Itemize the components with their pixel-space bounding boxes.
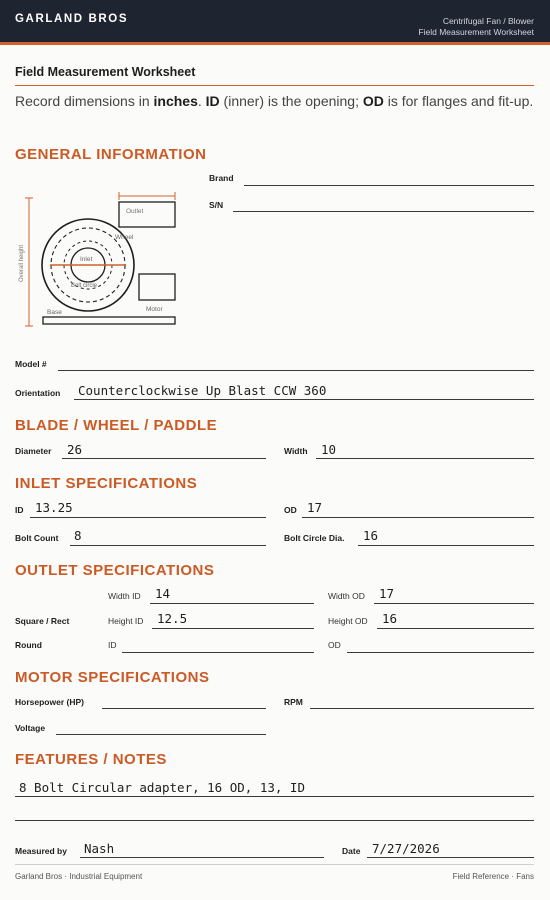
header-subtitle-line2: Field Measurement Worksheet xyxy=(418,27,534,37)
section-features-heading: FEATURES / NOTES xyxy=(15,751,167,768)
title-divider xyxy=(15,85,534,86)
section-inlet-heading: INLET SPECIFICATIONS xyxy=(15,475,198,492)
model-label: Model # xyxy=(15,359,47,369)
diameter-label: Diameter xyxy=(15,446,52,456)
inlet-id-label: ID xyxy=(15,505,24,515)
section-blade-heading: BLADE / WHEEL / PADDLE xyxy=(15,417,218,434)
base-rect xyxy=(43,317,175,324)
overall-height-label: Overall height xyxy=(19,244,25,282)
page-title: Field Measurement Worksheet xyxy=(15,65,196,79)
inlet-id-value: 13.25 xyxy=(35,500,73,515)
horsepower-field[interactable] xyxy=(102,708,266,709)
round-od-field[interactable] xyxy=(347,652,534,653)
intro-part3: (inner) is the opening; xyxy=(219,93,363,109)
date-value: 7/27/2026 xyxy=(372,841,440,856)
fan-diagram xyxy=(15,190,185,330)
footer-left: Garland Bros · Industrial Equipment xyxy=(15,872,143,881)
notes-line-1[interactable] xyxy=(15,796,534,797)
height-id-value: 12.5 xyxy=(157,611,188,626)
measured-by-label: Measured by xyxy=(15,846,67,856)
brand-field[interactable] xyxy=(244,185,534,186)
notes-value-1: 8 Bolt Circular adapter, 16 OD, 13, ID xyxy=(19,780,305,795)
height-od-label: Height OD xyxy=(328,616,368,626)
header-bar xyxy=(0,0,550,45)
diameter-value: 26 xyxy=(67,442,83,457)
round-id-field[interactable] xyxy=(122,652,314,653)
height-id-label: Height ID xyxy=(108,616,144,626)
notes-line-2[interactable] xyxy=(15,820,534,821)
intro-text xyxy=(15,91,537,111)
measured-by-field[interactable] xyxy=(80,857,324,858)
section-motor-heading: MOTOR SPECIFICATIONS xyxy=(15,669,210,686)
width-id-label: Width ID xyxy=(108,591,141,601)
header-subtitle-line1: Centrifugal Fan / Blower xyxy=(442,16,534,26)
rpm-field[interactable] xyxy=(310,708,534,709)
model-field[interactable] xyxy=(58,370,534,371)
round-label: Round xyxy=(15,640,42,650)
intro-id: ID xyxy=(205,93,220,109)
bolt-circle-value: 16 xyxy=(363,528,379,543)
width-field[interactable] xyxy=(316,458,534,459)
bolt-circle-label: Bolt Circle Dia. xyxy=(284,533,345,543)
width-label: Width xyxy=(284,446,308,456)
orientation-label: Orientation xyxy=(15,388,61,398)
width-od-field[interactable] xyxy=(374,603,534,604)
round-id-label: ID xyxy=(108,640,117,650)
intro-part4: is for flanges and fit-up. xyxy=(383,93,534,109)
inlet-od-label: OD xyxy=(284,505,297,515)
measured-by-value: Nash xyxy=(84,841,115,856)
height-id-field[interactable] xyxy=(152,628,314,629)
width-id-field[interactable] xyxy=(150,603,314,604)
sn-label: S/N xyxy=(209,200,224,210)
intro-inches: inches xyxy=(153,93,198,109)
width-value: 10 xyxy=(321,442,337,457)
inlet-diagram-label: Inlet xyxy=(80,256,93,263)
round-od-label: OD xyxy=(328,640,341,650)
width-id-value: 14 xyxy=(155,586,171,601)
base-diagram-label: Base xyxy=(47,309,62,316)
wheel-diagram-label: Wheel xyxy=(115,234,134,241)
voltage-label: Voltage xyxy=(15,723,46,733)
intro-part1: Record dimensions in xyxy=(15,93,154,109)
height-od-field[interactable] xyxy=(377,628,534,629)
bolt-count-field[interactable] xyxy=(70,545,266,546)
motor-diagram-label: Motor xyxy=(146,306,163,313)
brand-name: GARLAND BROS xyxy=(15,13,129,25)
orientation-value: Counterclockwise Up Blast CCW 360 xyxy=(78,383,327,398)
bolt-count-label: Bolt Count xyxy=(15,533,59,543)
date-label: Date xyxy=(342,846,361,856)
bolt-circle-field[interactable] xyxy=(358,545,534,546)
section-outlet-heading: OUTLET SPECIFICATIONS xyxy=(15,562,215,579)
bolt-count-value: 8 xyxy=(74,528,82,543)
diameter-field[interactable] xyxy=(62,458,266,459)
width-od-label: Width OD xyxy=(328,591,365,601)
brand-label: Brand xyxy=(209,173,234,183)
header-subtitle xyxy=(418,16,534,38)
inlet-od-field[interactable] xyxy=(302,517,534,518)
orientation-field[interactable] xyxy=(74,399,534,400)
square-rect-label: Square / Rect xyxy=(15,616,70,626)
motor-box xyxy=(139,274,175,300)
inlet-od-value: 17 xyxy=(307,500,323,515)
intro-od: OD xyxy=(362,93,384,109)
sn-field[interactable] xyxy=(233,211,534,212)
voltage-field[interactable] xyxy=(56,734,266,735)
footer-right: Field Reference · Fans xyxy=(452,872,534,881)
horsepower-label: Horsepower (HP) xyxy=(15,697,84,707)
footer-divider xyxy=(15,864,534,865)
inlet-id-field[interactable] xyxy=(30,517,266,518)
rpm-label: RPM xyxy=(284,697,303,707)
intro-part2: . xyxy=(197,93,206,109)
date-field[interactable] xyxy=(367,857,534,858)
outlet-diagram-label: Outlet xyxy=(126,208,144,215)
bolt-circle-diagram-label: Bolt circle xyxy=(71,283,98,289)
width-od-value: 17 xyxy=(379,586,395,601)
height-od-value: 16 xyxy=(382,611,398,626)
section-general-heading: GENERAL INFORMATION xyxy=(15,146,207,163)
